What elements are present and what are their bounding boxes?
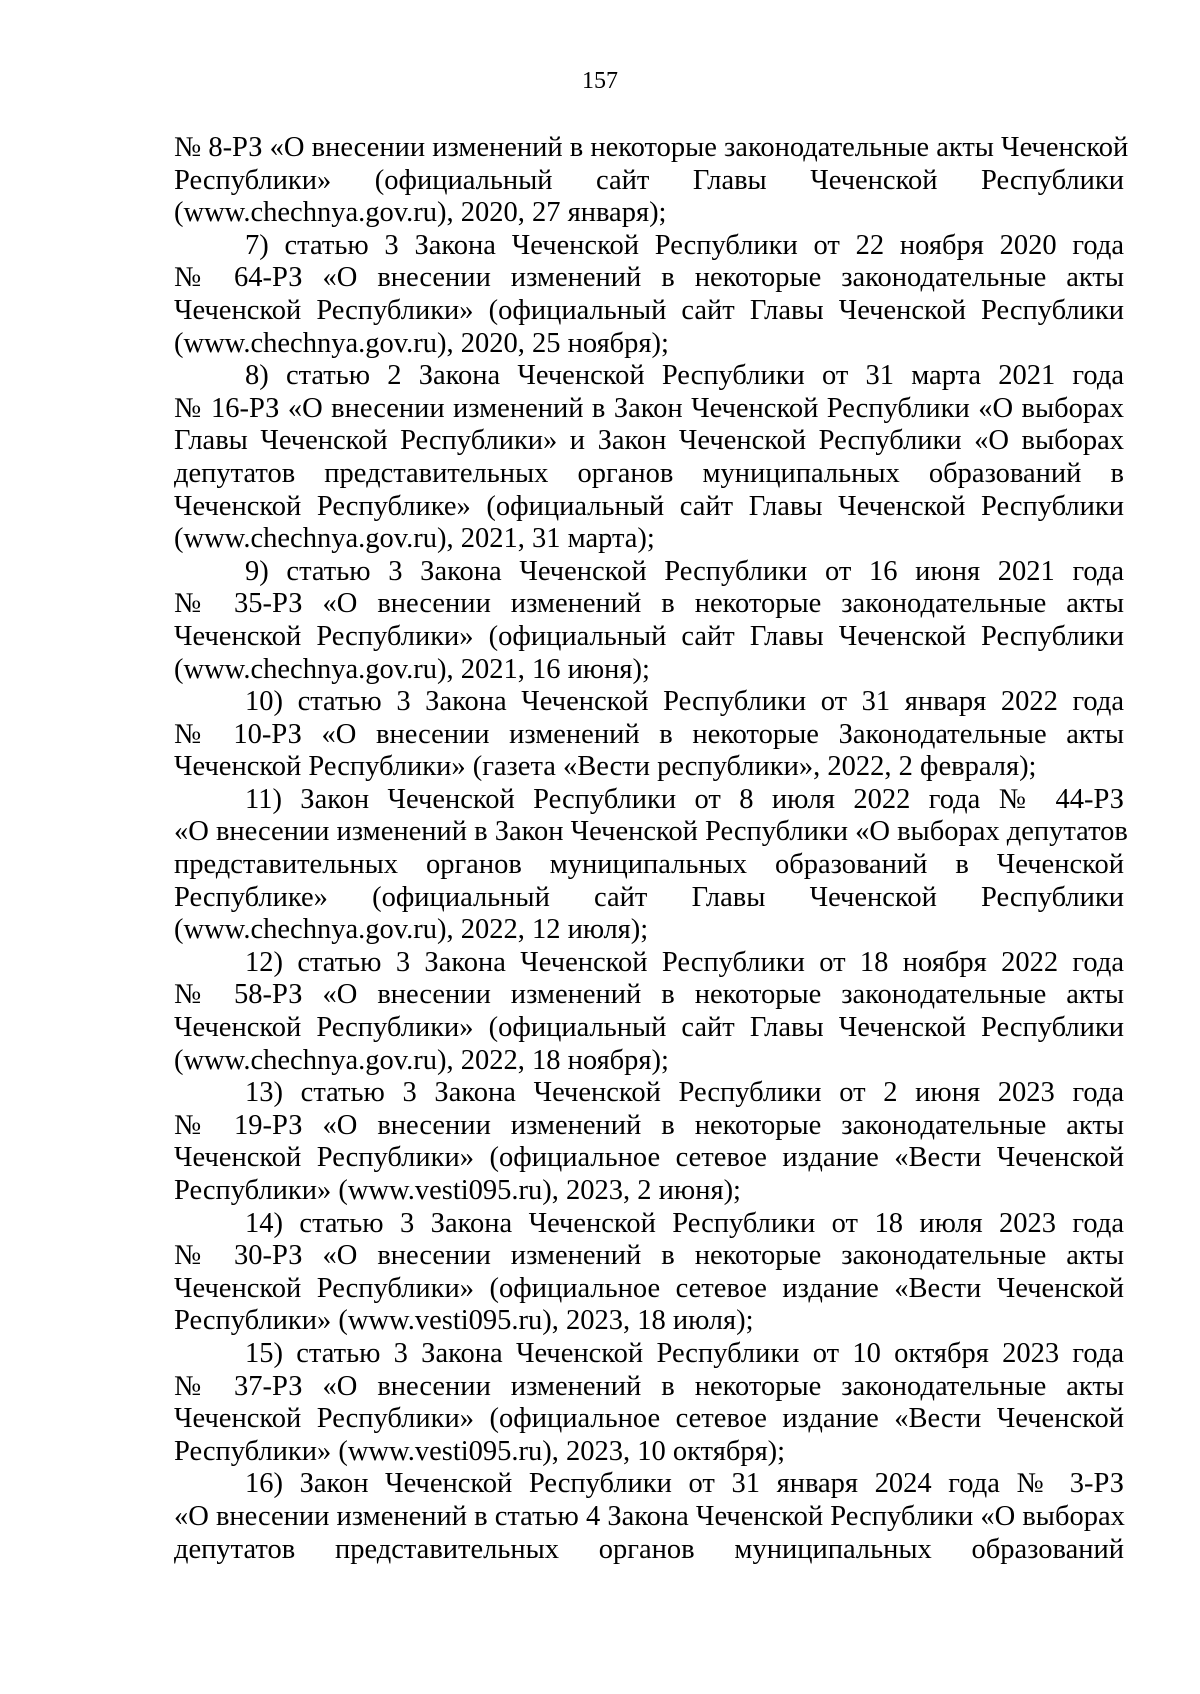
text-line: (www.chechnya.gov.ru), 2021, 16 июня); [174, 653, 650, 685]
paragraph [174, 1208, 1124, 1338]
text-line: Республики» (официальный сайт Главы Чеченской Республики [174, 164, 1124, 196]
text-line: Чеченской Республики» (официальный сайт Главы Чеченской Республики [174, 620, 1124, 652]
text-line: депутатов представительных органов муниципальных образований в [174, 457, 1124, 489]
text-line: Чеченской Республике» (официальный сайт Главы Чеченской Республики [174, 490, 1124, 522]
text-line: Чеченской Республики» (официальный сайт Главы Чеченской Республики [174, 294, 1124, 326]
text-line: 8) статью 2 Закона Чеченской Республики от 31 марта 2021 года [245, 360, 1124, 392]
text-line: «О внесении изменений в статью 4 Закона Чеченской Республики «О выборах [174, 1500, 1125, 1532]
paragraph [174, 556, 1124, 686]
text-line: 12) статью 3 Закона Чеченской Республики от 18 ноября 2022 года [245, 946, 1124, 978]
paragraph [174, 132, 1129, 230]
text-line: 13) статью 3 Закона Чеченской Республики от 2 июня 2023 года [245, 1077, 1124, 1109]
text-line: № 16-РЗ «О внесении изменений в Закон Чеченской Республики «О выборах [174, 392, 1124, 424]
paragraph [174, 1077, 1124, 1207]
text-line: депутатов представительных органов муниципальных образований [174, 1533, 1124, 1565]
text-line: Республики» (www.vesti095.ru), 2023, 2 июня); [174, 1175, 741, 1206]
document-body [174, 132, 1129, 1566]
text-line: Республики» (www.vesti095.ru), 2023, 10 октября); [174, 1435, 786, 1467]
text-line: Республики» (www.vesti095.ru), 2023, 18 июля); [174, 1305, 754, 1337]
text-line: Республике» (официальный сайт Главы Чеченской Республики [174, 881, 1124, 913]
text-line: Чеченской Республики» (официальный сайт Главы Чеченской Республики [174, 1012, 1124, 1044]
page-number: 157 [582, 68, 618, 94]
paragraph [174, 1338, 1124, 1468]
text-line: № 10-РЗ «О внесении изменений в некоторые Законодательные акты [174, 718, 1124, 750]
text-line: 9) статью 3 Закона Чеченской Республики от 16 июня 2021 года [245, 555, 1124, 587]
text-line: 16) Закон Чеченской Республики от 31 января 2024 года № 3-РЗ [245, 1468, 1124, 1500]
paragraph [174, 783, 1128, 947]
text-line: № 64-РЗ «О внесении изменений в некоторые законодательные акты [174, 262, 1124, 294]
text-line: «О внесении изменений в Закон Чеченской Республики «О выборах депутатов [174, 816, 1128, 848]
text-line: представительных органов муниципальных образований в Чеченской [174, 849, 1124, 881]
paragraph [174, 360, 1124, 556]
text-line: № 35-РЗ «О внесении изменений в некоторые законодательные акты [174, 588, 1124, 620]
text-line: (www.chechnya.gov.ru), 2021, 31 марта); [174, 523, 655, 555]
text-line: (www.chechnya.gov.ru), 2020, 25 ноября); [174, 327, 669, 359]
text-line: № 8-РЗ «О внесении изменений в некоторые законодательные акты Чеченской [174, 132, 1129, 163]
text-line: 11) Закон Чеченской Республики от 8 июля 2022 года № 44-РЗ [245, 783, 1124, 815]
paragraph [174, 947, 1124, 1077]
text-line: Чеченской Республики» (официальное сетевое издание «Вести Чеченской [174, 1142, 1124, 1174]
text-line: № 58-РЗ «О внесении изменений в некоторые законодательные акты [174, 979, 1124, 1011]
text-line: 10) статью 3 Закона Чеченской Республики от 31 января 2022 года [245, 686, 1124, 718]
text-line: № 37-РЗ «О внесении изменений в некоторые законодательные акты [174, 1370, 1124, 1402]
text-line: (www.chechnya.gov.ru), 2020, 27 января); [174, 197, 667, 229]
text-line: № 30-РЗ «О внесении изменений в некоторые законодательные акты [174, 1240, 1124, 1272]
text-line: Чеченской Республики» (газета «Вести республики», 2022, 2 февраля); [174, 751, 1037, 783]
paragraph [174, 230, 1124, 360]
text-line: Главы Чеченской Республики» и Закон Чеченской Республики «О выборах [174, 425, 1124, 457]
text-line: (www.chechnya.gov.ru), 2022, 12 июля); [174, 914, 649, 946]
text-line: 14) статью 3 Закона Чеченской Республики от 18 июля 2023 года [245, 1207, 1124, 1239]
text-line: 7) статью 3 Закона Чеченской Республики от 22 ноября 2020 года [245, 229, 1124, 261]
text-line: № 19-РЗ «О внесении изменений в некоторые законодательные акты [174, 1109, 1124, 1141]
paragraph [174, 686, 1124, 784]
text-line: Чеченской Республики» (официальное сетевое издание «Вести Чеченской [174, 1403, 1124, 1435]
text-line: (www.chechnya.gov.ru), 2022, 18 ноября); [174, 1044, 669, 1076]
text-line: Чеченской Республики» (официальное сетевое издание «Вести Чеченской [174, 1272, 1124, 1304]
paragraph [174, 1468, 1124, 1566]
text-line: 15) статью 3 Закона Чеченской Республики от 10 октября 2023 года [245, 1337, 1124, 1369]
